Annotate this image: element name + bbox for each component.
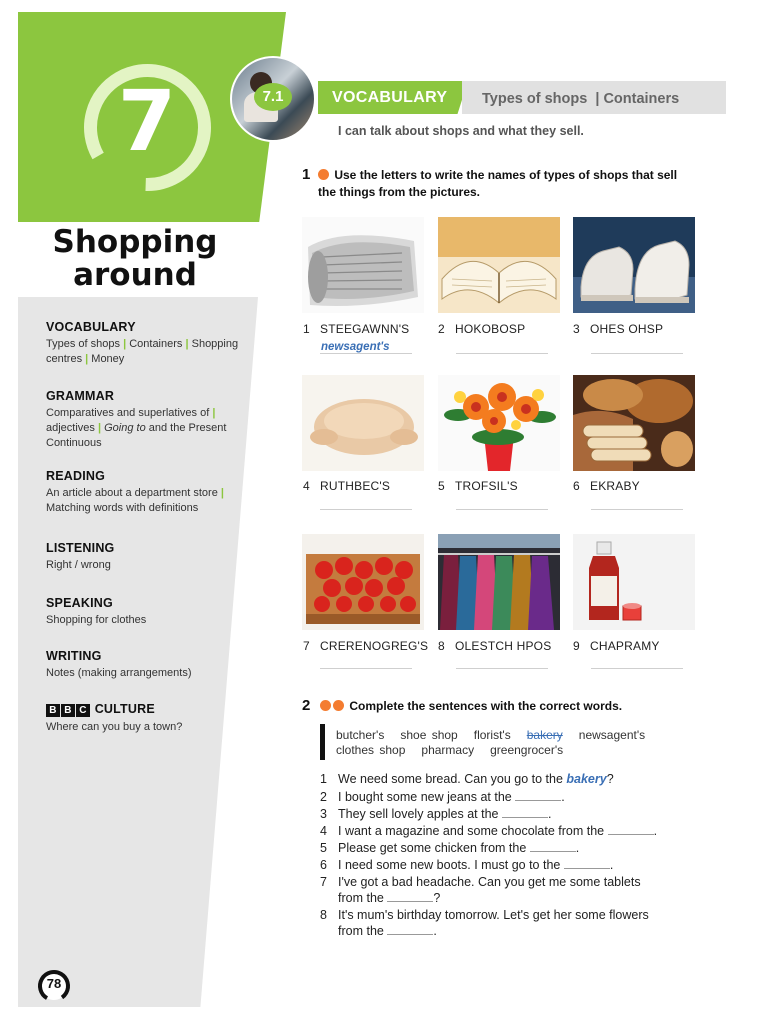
shoes-picture — [573, 217, 695, 313]
answer-line[interactable] — [320, 668, 412, 669]
anagram-label: 3 OHES OHSP — [573, 322, 664, 336]
anagram-label: 1 STEEGAWNN'S — [303, 322, 410, 336]
contents-culture — [46, 702, 246, 735]
sentence-item: 3 They sell lovely apples at the . — [320, 807, 552, 821]
medicine-picture — [573, 534, 695, 630]
anagram-label: 5 TROFSIL'S — [438, 479, 518, 493]
anagram-label: 2 HOKOBOSP — [438, 322, 526, 336]
unit-number: 7 — [117, 72, 177, 170]
contents-grammar — [46, 389, 246, 451]
difficulty-dot-icon — [333, 700, 344, 711]
answer-line[interactable] — [591, 353, 683, 354]
answer-line[interactable] — [456, 509, 548, 510]
word-bank-line: butcher's shoe shop florist's bakery newsagent's — [336, 728, 646, 742]
contents-heading: GRAMMAR — [46, 389, 115, 403]
answer-blank[interactable] — [387, 925, 433, 935]
bread-picture — [573, 375, 695, 471]
difficulty-dot-icon — [318, 169, 329, 180]
sentence-item: 4 I want a magazine and some chocolate from the . — [320, 824, 658, 838]
chapter-title: Shopping around — [52, 224, 218, 293]
answer-blank[interactable] — [608, 825, 654, 835]
answer-blank[interactable] — [564, 859, 610, 869]
contents-text: Types of shops | Containers | Shopping centres | Money — [46, 338, 239, 365]
answer-blank[interactable] — [387, 892, 433, 902]
clothes-picture — [438, 534, 560, 630]
chicken-picture — [302, 375, 424, 471]
tomatoes-picture — [302, 534, 424, 630]
contents-heading: VOCABULARY — [46, 320, 136, 334]
contents-text: Where can you buy a town? — [46, 721, 183, 733]
sentence-item: 1 We need some bread. Can you go to the bakery? — [320, 772, 614, 786]
sentence-item: 6 I need some new boots. I must go to the . — [320, 858, 614, 872]
anagram-label: 6 EKRABY — [573, 479, 640, 493]
contents-listening — [46, 541, 246, 573]
section-label: VOCABULARY — [332, 89, 448, 106]
newspaper-picture — [302, 217, 424, 313]
example-answer: bakery — [566, 772, 607, 786]
flowers-picture — [438, 375, 560, 471]
contents-heading: B B C CULTURE — [46, 702, 246, 717]
contents-heading: READING — [46, 469, 106, 483]
sentence-item: 2 I bought some new jeans at the . — [320, 790, 565, 804]
word-bank-bar — [320, 724, 325, 760]
bbc-logo: B — [46, 704, 60, 717]
answer-blank[interactable] — [502, 808, 548, 818]
answer-blank[interactable] — [530, 842, 576, 852]
answer-line[interactable] — [320, 509, 412, 510]
anagram-label: 9 CHAPRAMY — [573, 639, 660, 653]
contents-heading: WRITING — [46, 649, 102, 663]
page-number: 78 — [46, 976, 62, 991]
anagram-label: 7 CRERENOGREG'S — [303, 639, 429, 653]
sentence-item: 5 Please get some chicken from the . — [320, 841, 580, 855]
anagram-label: 8 OLESTCH HPOS — [438, 639, 552, 653]
exercise-2-instruction: Complete the sentences with the correct words. — [320, 698, 622, 715]
contents-text: Right / wrong — [46, 559, 111, 571]
word-bank-line: clothes shop pharmacy greengrocer's — [336, 743, 564, 757]
contents-vocabulary — [46, 320, 246, 367]
difficulty-dot-icon — [320, 700, 331, 711]
book-picture — [438, 217, 560, 313]
contents-heading: SPEAKING — [46, 596, 113, 610]
used-word: bakery — [526, 728, 563, 742]
lesson-objective: I can talk about shops and what they sell. — [338, 124, 584, 138]
answer-line[interactable] — [456, 668, 548, 669]
sentence-item: 7 I've got a bad headache. Can you get me some tablets from the ? — [320, 875, 641, 905]
answer-line[interactable] — [591, 668, 683, 669]
topic-label: Types of shops | Containers — [482, 91, 680, 107]
exercise-2-number: 2 — [302, 697, 311, 714]
contents-heading: LISTENING — [46, 541, 115, 555]
answer-blank[interactable] — [515, 791, 561, 801]
exercise-1-instruction: Use the letters to write the names of types of shops that sell the things from the pictures. — [318, 168, 678, 199]
lesson-number-badge: 7.1 — [254, 83, 292, 111]
anagram-label: 4 RUTHBEC'S — [303, 479, 391, 493]
contents-speaking — [46, 596, 246, 628]
contents-text: Shopping for clothes — [46, 614, 147, 626]
contents-text: An article about a department store | Matching words with definitions — [46, 487, 224, 514]
contents-reading — [46, 469, 246, 516]
word-bank — [320, 724, 650, 764]
exercise-1-number: 1 — [302, 166, 311, 183]
contents-text: Comparatives and superlatives of | adjectives | Going to and the Present Continuous — [46, 407, 227, 449]
sentence-item: 8 It's mum's birthday tomorrow. Let's get her some flowers from the . — [320, 908, 649, 938]
contents-text: Notes (making arrangements) — [46, 667, 192, 679]
answer-line[interactable] — [320, 353, 412, 354]
answer-line[interactable] — [456, 353, 548, 354]
answer-line[interactable] — [591, 509, 683, 510]
example-answer: newsagent's — [321, 341, 390, 353]
contents-writing — [46, 649, 246, 681]
